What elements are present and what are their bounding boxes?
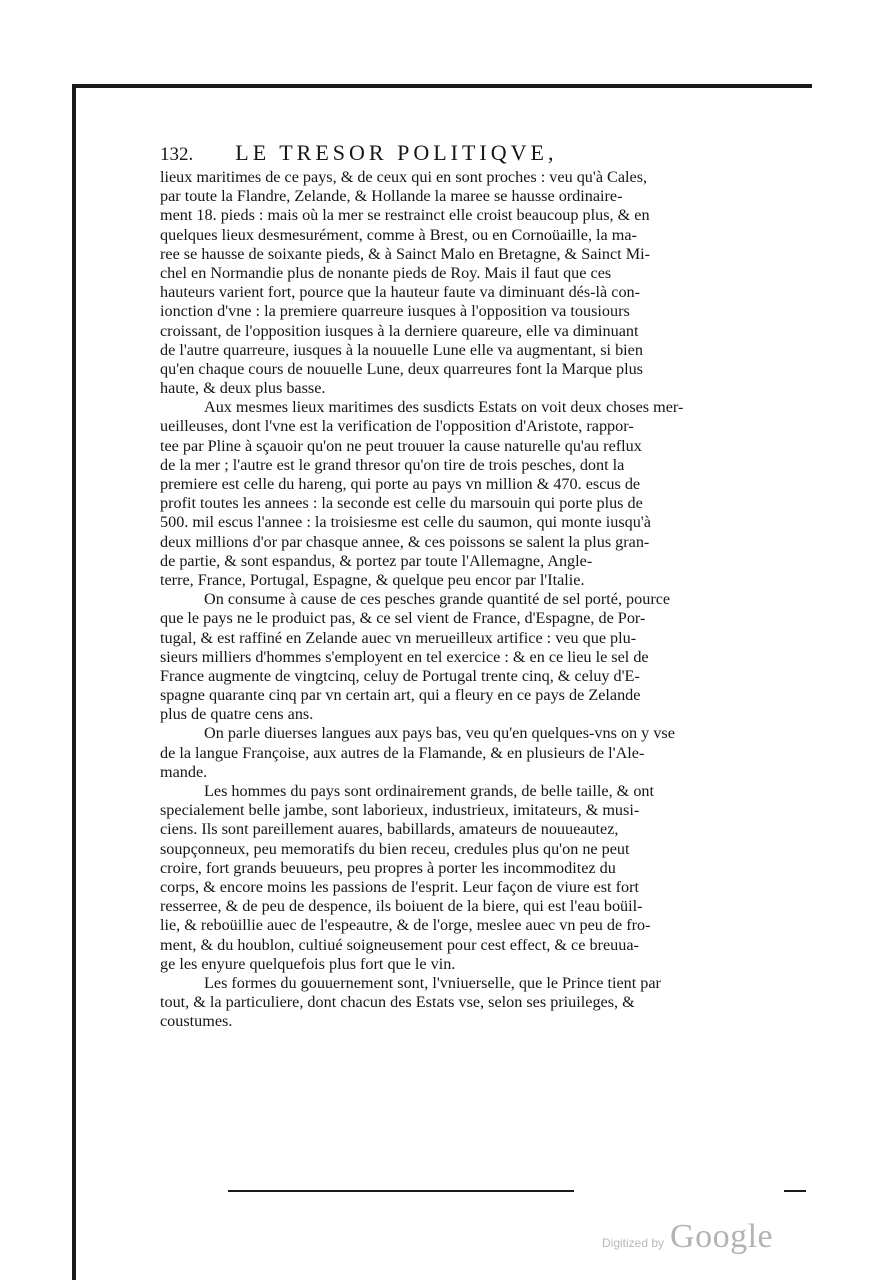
text-line: par toute la Flandre, Zelande, & Hollande la maree se hausse ordinaire- [160, 187, 623, 206]
text-line: spagne quarante cinq par vn certain art, qui a fleury en ce pays de Zelande [160, 686, 641, 705]
text-line: quelques lieux desmesurément, comme à Brest, ou en Cornoüaille, la ma- [160, 225, 637, 244]
watermark-brand: Google [670, 1218, 774, 1255]
text-line: hauteurs varient fort, pource que la hauteur faute va diminuant dés-là con- [160, 283, 641, 302]
bottom-rule-end [784, 1190, 806, 1192]
text-line: Les formes du gouuernement sont, l'vniuerselle, que le Prince tient par [204, 973, 661, 992]
text-line: chel en Normandie plus de nonante pieds de Roy. Mais il faut que ces [160, 263, 612, 282]
running-title: LE TRESOR POLITIQVE, [235, 140, 558, 165]
text-line: lieux maritimes de ce pays, & de ceux qui en sont proches : veu qu'à Cales, [160, 168, 648, 186]
text-line: de l'autre quarreure, iusques à la nouuelle Lune elle va augmentant, si bien [160, 340, 643, 359]
page-number: 132. [160, 144, 194, 165]
text-line: profit toutes les annees : la seconde est celle du marsouin qui porte plus de [160, 494, 643, 513]
text-line: On parle diuerses langues aux pays bas, veu qu'en quelques-vns on y vse [204, 724, 675, 743]
text-line: de partie, & sont espandus, & portez par toute l'Allemagne, Angle- [160, 551, 593, 570]
text-line: qu'en chaque cours de nouuelle Lune, deux quarreures font la Marque plus [160, 359, 643, 378]
text-line: 500. mil escus l'annee : la troisiesme est celle du saumon, qui monte iusqu'à [160, 513, 651, 532]
text-line: resserree, & de peu de despence, ils boiuent de la biere, qui est l'eau boüil- [160, 897, 643, 916]
text-line: tugal, & est raffiné en Zelande auec vn merueilleux artifice : veu que plu- [160, 628, 637, 647]
text-line: On consume à cause de ces pesches grande quantité de sel porté, pource [204, 590, 671, 609]
text-line: coustumes. [160, 1012, 233, 1031]
text-line: premiere est celle du hareng, qui porte au pays vn million & 470. escus de [160, 475, 641, 493]
text-line: tout, & la particuliere, dont chacun des Estats vse, selon ses priuileges, & [160, 993, 635, 1012]
text-line: tee par Pline à sçauoir qu'on ne peut trouuer la cause naturelle qu'au reflux [160, 436, 642, 455]
text-line: sieurs milliers d'hommes s'employent en tel exercice : & en ce lieu le sel de [160, 647, 649, 666]
text-line: mande. [160, 762, 208, 781]
text-line: ionction d'vne : la premiere quarreure iusques à l'opposition va tousiours [160, 302, 630, 321]
text-line: de la mer ; l'autre est le grand thresor qu'on tire de trois pesches, dont la [160, 455, 625, 474]
text-line: soupçonneux, peu memoratifs du bien receu, credules plus qu'on ne peut [160, 839, 630, 858]
text-line: croire, fort grands beuueurs, peu propres à porter les incommoditez du [160, 858, 616, 877]
text-line: France augmente de vingtcinq, celuy de Portugal trente cinq, & celuy d'E- [160, 666, 640, 685]
book-page [160, 140, 736, 1031]
text-line: ciens. Ils sont pareillement auares, babillards, amateurs de nouueautez, [160, 820, 619, 839]
text-line: Aux mesmes lieux maritimes des susdicts Estats on voit deux choses mer- [204, 398, 684, 417]
digitized-watermark [602, 1218, 773, 1256]
text-line: ree se hausse de soixante pieds, & à Sainct Malo en Bretagne, & Sainct Mi- [160, 244, 650, 263]
text-line: lie, & reboüillie auec de l'espeautre, & de l'orge, meslee auec vn peu de fro- [160, 916, 651, 935]
text-line: corps, & encore moins les passions de l'esprit. Leur façon de viure est fort [160, 877, 639, 896]
text-line: croissant, de l'opposition iusques à la derniere quareure, elle va diminuant [160, 321, 639, 340]
text-line: deux millions d'or par chasque annee, & ces poissons se salent la plus gran- [160, 532, 650, 551]
watermark-prefix: Digitized by [602, 1236, 665, 1250]
text-line: ueilleuses, dont l'vne est la verification de l'opposition d'Aristote, rappor- [160, 417, 634, 436]
text-line: haute, & deux plus basse. [160, 379, 326, 398]
text-line: de la langue Françoise, aux autres de la Flamande, & en plusieurs de l'Ale- [160, 743, 645, 762]
body-text [160, 168, 736, 1031]
scan-border-top [72, 84, 812, 88]
running-head [160, 140, 736, 166]
text-line: specialement belle jambe, sont laborieux, industrieux, imitateurs, & musi- [160, 801, 640, 820]
text-line: ge les enyure quelquefois plus fort que le vin. [160, 954, 456, 973]
text-line: que le pays ne le produict pas, & ce sel vient de France, d'Espagne, de Por- [160, 609, 646, 628]
text-line: ment 18. pieds : mais où la mer se restrainct elle croist beaucoup plus, & en [160, 206, 650, 225]
text-line: terre, France, Portugal, Espagne, & quelque peu encor par l'Italie. [160, 570, 585, 589]
text-line: ment, & du houblon, cultiué soigneusement pour cest effect, & ce breuua- [160, 935, 639, 954]
scan-border-left [72, 84, 76, 1280]
text-line: Les hommes du pays sont ordinairement grands, de belle taille, & ont [204, 782, 655, 800]
text-line: plus de quatre cens ans. [160, 705, 314, 724]
bottom-rule [228, 1190, 574, 1192]
